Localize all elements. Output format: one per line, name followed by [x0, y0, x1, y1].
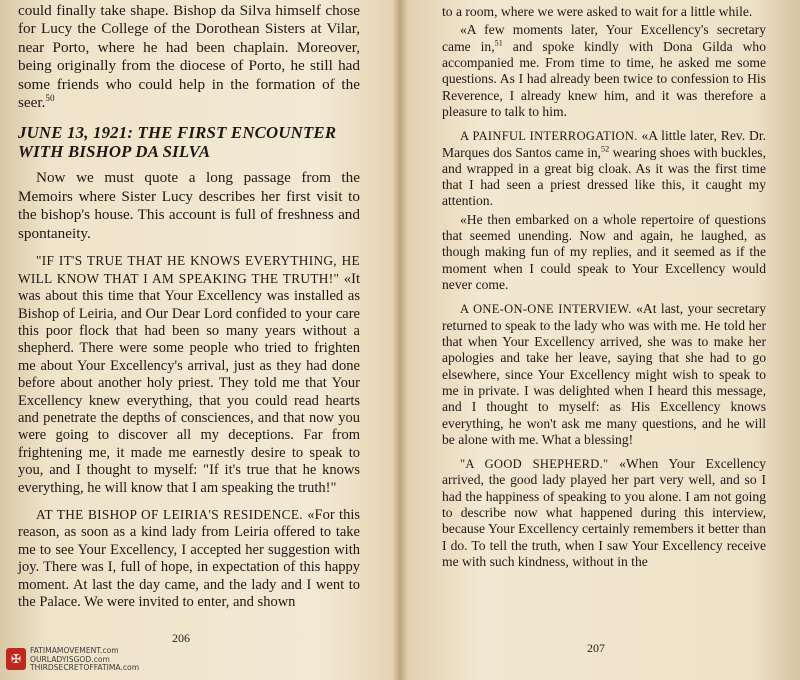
watermark-link-1[interactable]: FATIMAMOVEMENT.com: [30, 646, 119, 655]
footnote-ref: 51: [494, 38, 503, 48]
interview-paragraph: A ONE-ON-ONE INTERVIEW. «At last, your secretary returned to speak to the lady who was with me. He told her that when Your Excellency arrived, she was to make her apologies and take her leave, saying that she had to go elsewhere, since Your Excellency might wish to speak to me in private. I was delighted when I heard this message, and I thought to myself: as His Excellency knows everything, he won't ask me many questions, and he will be alone with me. What a blessing!: [442, 301, 766, 447]
watermark-link-3[interactable]: THIRDSECRETOFFATIMA.com: [30, 663, 140, 673]
left-page: [18, 0, 360, 611]
watermark-links: [30, 647, 139, 673]
watermark-link-2[interactable]: OURLADYISGOD.com: [30, 654, 110, 664]
right-page: [442, 0, 766, 570]
fatima-logo-icon: ✠: [6, 648, 26, 670]
left-page-number: 206: [172, 631, 190, 645]
section-runin: AT THE BISHOP OF LEIRIA'S RESIDENCE.: [36, 506, 303, 522]
chapter-heading: JUNE 13, 1921: THE FIRST ENCOUNTER WITH BISHOP DA SILVA: [18, 123, 337, 161]
shepherd-paragraph: "A GOOD SHEPHERD." «When Your Excellency arrived, the good lady played her part very well, and so I had the happiness of speaking to you alone. I am not going to describe now what happened during this interview, because Your Excellency certainly remembers it better than I do. To tell the truth, when I saw Your Excellency receive me with such kindness, without in the: [442, 456, 766, 569]
residence-paragraph: AT THE BISHOP OF LEIRIA'S RESIDENCE. «For this reason, as soon as a kind lady from Leiria offered to take me to see Your Excellency, I accepted her suggestion with joy. There was I, full of hope, in expectation of this happy moment. At last the day came, and the lady and I went to the Palace. We were invited to enter, and shown: [18, 506, 361, 610]
right-page-number: 207: [587, 641, 605, 655]
section-runin: "IF IT'S TRUE THAT HE KNOWS EVERYTHING, HE WILL KNOW THAT I AM SPEAKING THE TRUTH!": [18, 253, 360, 286]
footnote-ref: 52: [601, 143, 610, 153]
secretary-paragraph: «A few moments later, Your Excellency's secretary came in,$^{51}$ and spoke kindly with Dona Gilda who accompanied me. From time to time, he asked me some questions. As I had already been twice to confession to His Reverence, I already knew him, and it was therefore a pleasure to talk to him.: [442, 22, 766, 119]
lead-paragraph: Now we must quote a long passage from the Memoirs where Sister Lucy describes her first visit to the bishop's house. This account is full of freshness and spontaneity.: [18, 169, 360, 242]
section-runin: A PAINFUL INTERROGATION.: [460, 129, 638, 144]
footnote-ref: 50: [45, 92, 55, 103]
quote-paragraph: "IF IT'S TRUE THAT HE KNOWS EVERYTHING, HE WILL KNOW THAT I AM SPEAKING THE TRUTH!" «It was about this time that Your Excellency was installed as Bishop of Leiria, and Our Dear Lord confided to your care this poor flock that had been so many years without a shepherd. There were some people who tried to frighten me about Your Excellency's arrival, just as they had done before about another holy priest. They told me that Your Excellency knew everything, that you could read hearts and penetrate the depths of consciences, and that now you were going to discover all my deceptions. Far from frightening me, it made me earnestly desire to speak to you, and I thought to myself: "If it's true that he knows everything, he will know that I am speaking the truth!": [18, 253, 361, 496]
continued-paragraph: to a room, where we were asked to wait for a little while.: [442, 4, 753, 19]
interrogation-paragraph: A PAINFUL INTERROGATION. «A little later, Rev. Dr. Marques dos Santos came in,$^{52}$ wearing shoes with buckles, and wrapped in a great big cloak. As it was the first time that I had seen a priest dressed like this, it caught my attention.: [442, 128, 766, 209]
intro-paragraph: could finally take shape. Bishop da Silva himself chose for Lucy the College of the Dorothean Sisters at Vilar, near Porto, where he had been chaplain. Moreover, being originally from the diocese of Porto, he still had some friends who could help in the formation of the seer.$^{50}$: [18, 2, 360, 111]
questions-paragraph: «He then embarked on a whole repertoire of questions that seemed unending. Now and again, he laughed, as though making fun of my replies, and it seemed as if the moment when I could speak to Your Excellency would never come.: [442, 211, 766, 292]
section-runin: A ONE-ON-ONE INTERVIEW.: [460, 302, 632, 317]
section-runin: "A GOOD SHEPHERD.": [460, 457, 609, 472]
